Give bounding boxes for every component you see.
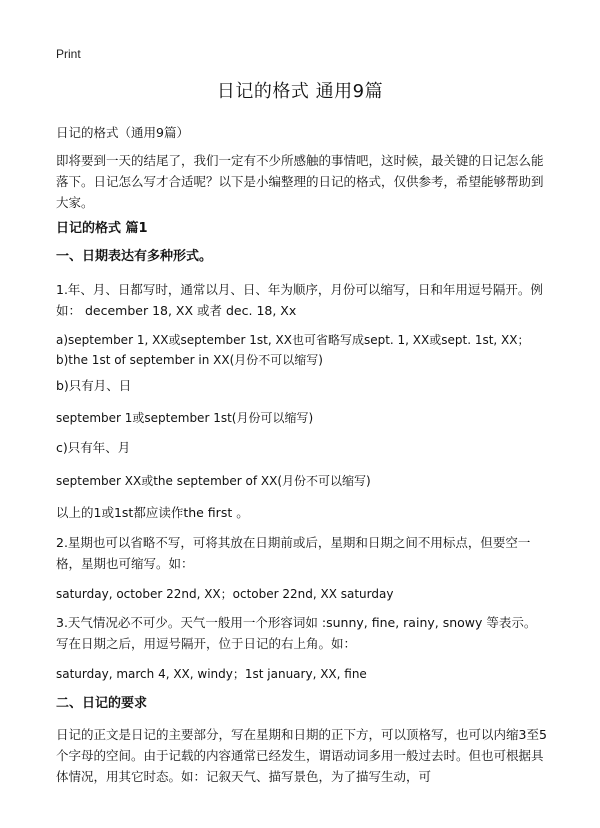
paragraph-5: c)只有年、月: [56, 440, 131, 455]
paragraph-7: 以上的1或1st都应读作the first 。: [56, 505, 249, 520]
heading-1: 一、日期表达有多种形式。: [56, 249, 213, 264]
paragraph-4: september 1或september 1st(月份可以缩写): [56, 411, 314, 425]
paragraph-8: 2.星期也可以省略不写，可将其放在日期前或后，星期和日期之间不用标点，但要空一格，星期也可缩写。如：: [56, 535, 531, 571]
paragraph-3: b)只有月、日: [56, 378, 132, 393]
intro-paragraph: 即将要到一天的结尾了，我们一定有不少所感触的事情吧，这时候，最关键的日记怎么能落下。日记怎么写才合适呢？以下是小编整理的日记的格式，仅供参考，希望能够帮助到大家。: [56, 153, 544, 210]
paragraph-2: a)september 1, XX或september 1st, XX也可省略写成sept. 1, XX或sept. 1st, XX；b)the 1st of september in XX(月份不可以缩写): [56, 333, 530, 367]
document-title: 日记的格式 通用9篇: [216, 81, 384, 102]
heading-2: 二、日记的要求: [56, 696, 148, 711]
paragraph-12: 日记的正文是日记的主要部分，写在星期和日期的正下方，可以顶格写，也可以内缩3至5个字母的空间。由于记载的内容通常已经发生，谓语动词多用一般过去时。但也可根据具体情况，用其它时态。如：记叙天气、描写景色，为了描写生动，可: [56, 727, 547, 784]
paragraph-9: saturday, october 22nd, XX；october 22nd, XX saturday: [56, 587, 394, 601]
section-title: 日记的格式 篇1: [56, 221, 148, 236]
print-label[interactable]: Print: [56, 47, 81, 61]
paragraph-11: saturday, march 4, XX, windy；1st january, XX, fine: [56, 667, 367, 681]
subtitle: 日记的格式（通用9篇）: [56, 125, 189, 140]
paragraph-6: september XX或the september of XX(月份不可以缩写): [56, 474, 371, 488]
paragraph-1: 1.年、月、日都写时，通常以月、日、年为顺序，月份可以缩写，日和年用逗号隔开。例如： december 18, XX 或者 dec. 18, Xx: [56, 282, 543, 318]
paragraph-10: 3.天气情况必不可少。天气一般用一个形容词如 :sunny, fine, rainy, snowy 等表示。写在日期之后，用逗号隔开，位于日记的右上角。如：: [56, 615, 537, 651]
